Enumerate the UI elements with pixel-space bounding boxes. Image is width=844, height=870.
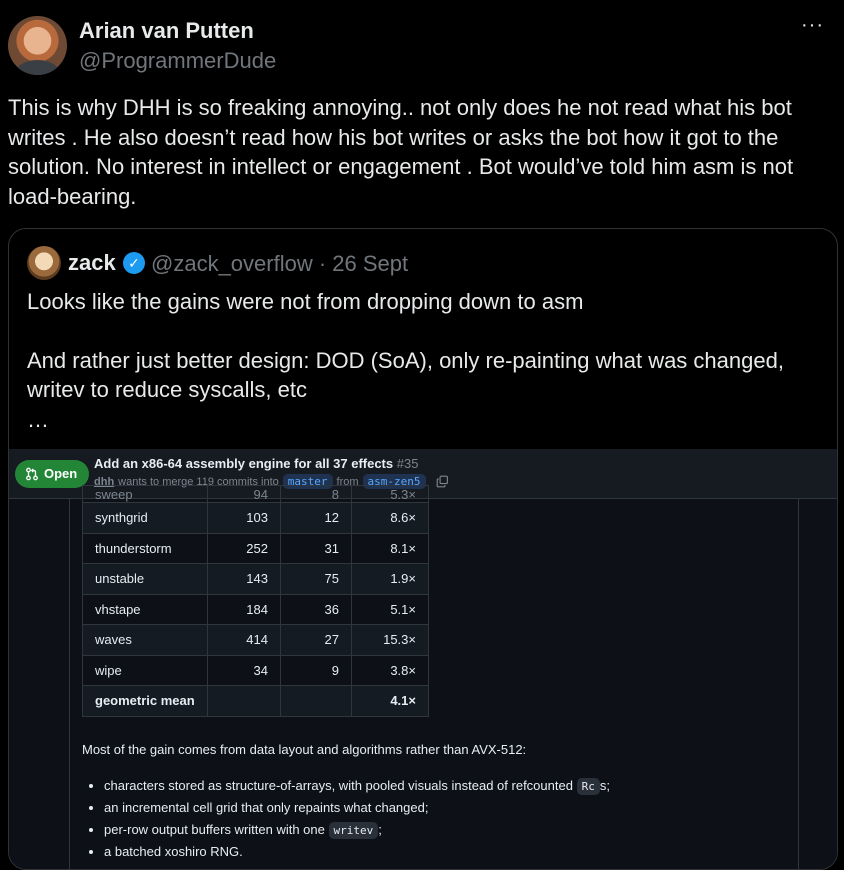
author-handle[interactable]: @ProgrammerDude — [79, 48, 277, 73]
pr-merge-text: wants to merge 119 commits into — [118, 475, 279, 488]
table-cell: thunderstorm — [83, 533, 208, 564]
list-item — [104, 819, 610, 841]
table-cell: 8 — [281, 486, 352, 503]
table-cell: 9 — [281, 655, 352, 686]
list-item-text: characters stored as structure-of-arrays, with pooled visuals instead of refcounted — [104, 778, 573, 793]
table-row — [83, 594, 429, 625]
list-item-text: ; — [378, 822, 382, 837]
table-cell: geometric mean — [83, 686, 208, 717]
table-cell: synthgrid — [83, 503, 208, 534]
pr-author-link[interactable]: dhh — [94, 475, 115, 488]
table-cell: 34 — [208, 655, 281, 686]
table-cell: 4.1× — [352, 686, 429, 717]
author-avatar[interactable] — [8, 16, 67, 75]
base-branch[interactable]: master — [283, 474, 333, 489]
table-cell — [208, 686, 281, 717]
table-cell: 31 — [281, 533, 352, 564]
table-cell: waves — [83, 625, 208, 656]
head-branch[interactable]: asm-zen5 — [363, 474, 426, 489]
table-cell: 252 — [208, 533, 281, 564]
table-cell: 5.3× — [352, 486, 429, 503]
quoted-avatar[interactable] — [27, 246, 61, 280]
table-cell: unstable — [83, 564, 208, 595]
table-cell: 5.1× — [352, 594, 429, 625]
pr-status-label: Open — [44, 466, 78, 481]
quoted-post[interactable] — [8, 228, 838, 870]
table-cell: 8.1× — [352, 533, 429, 564]
table-cell: vhstape — [83, 594, 208, 625]
quoted-line-2: And rather just better design: DOD (SoA), only re-painting what was changed, writev to reduce syscalls, etc — [27, 347, 784, 402]
more-options-icon[interactable]: ··· — [801, 14, 824, 36]
table-cell: 75 — [281, 564, 352, 595]
pr-title-text[interactable]: Add an x86-64 assembly engine for all 37 effects — [94, 456, 394, 471]
list-item-text: s; — [599, 778, 610, 793]
quoted-line-1: Looks like the gains were not from dropping down to asm — [27, 289, 584, 314]
table-cell: 1.9× — [352, 564, 429, 595]
author-name[interactable]: Arian van Putten — [79, 18, 254, 43]
pr-from-text: from — [336, 475, 359, 488]
table-cell: 12 — [281, 503, 352, 534]
pr-status-badge — [15, 460, 89, 488]
table-row — [83, 533, 429, 564]
table-cell: sweep — [83, 486, 208, 503]
quoted-author-name[interactable]: zack — [68, 250, 116, 275]
verified-badge-icon: ✓ — [123, 252, 145, 274]
table-cell: 3.8× — [352, 655, 429, 686]
table-row — [83, 503, 429, 534]
inline-code: Rc — [577, 778, 600, 795]
table-row-geometric-mean — [83, 686, 429, 717]
table-cell: 15.3× — [352, 625, 429, 656]
table-cell: 8.6× — [352, 503, 429, 534]
pr-title[interactable] — [94, 456, 418, 471]
table-cell: 143 — [208, 564, 281, 595]
table-cell: 36 — [281, 594, 352, 625]
pr-number: #35 — [396, 456, 419, 471]
list-item-text: per-row output buffers written with one — [104, 822, 325, 837]
quoted-text — [27, 287, 827, 434]
table-cell: 184 — [208, 594, 281, 625]
quoted-ellipsis: … — [27, 406, 49, 432]
list-item: • a batched xoshiro RNG. — [104, 841, 610, 863]
table-row — [83, 655, 429, 686]
copy-icon[interactable] — [436, 475, 449, 488]
effects-table — [82, 485, 429, 717]
pull-request-icon — [25, 467, 39, 481]
list-item: • an incremental cell grid that only repaints what changed; — [104, 797, 610, 819]
inline-code: writev — [329, 822, 379, 839]
table-row — [83, 486, 429, 503]
table-cell: 27 — [281, 625, 352, 656]
description-text: Most of the gain comes from data layout and algorithms rather than AVX-512: — [82, 742, 527, 757]
table-row — [83, 564, 429, 595]
table-cell: 414 — [208, 625, 281, 656]
gains-list — [82, 775, 610, 863]
github-pr-screenshot[interactable] — [9, 449, 837, 869]
table-cell: 103 — [208, 503, 281, 534]
table-cell — [281, 686, 352, 717]
post-text: This is why DHH is so freaking annoying.. not only does he not read what his bot writes . He also doesn’t read how his bot writes or asks the bot how it got to the solution. No interest in intellect or engagement . Bot would’ve told him asm is not load-bearing. — [8, 95, 794, 209]
table-cell: wipe — [83, 655, 208, 686]
pr-description — [69, 486, 799, 869]
table-cell: 94 — [208, 486, 281, 503]
quoted-handle-date: @zack_overflow · 26 Sept — [151, 251, 409, 276]
list-item — [104, 775, 610, 797]
table-row — [83, 625, 429, 656]
